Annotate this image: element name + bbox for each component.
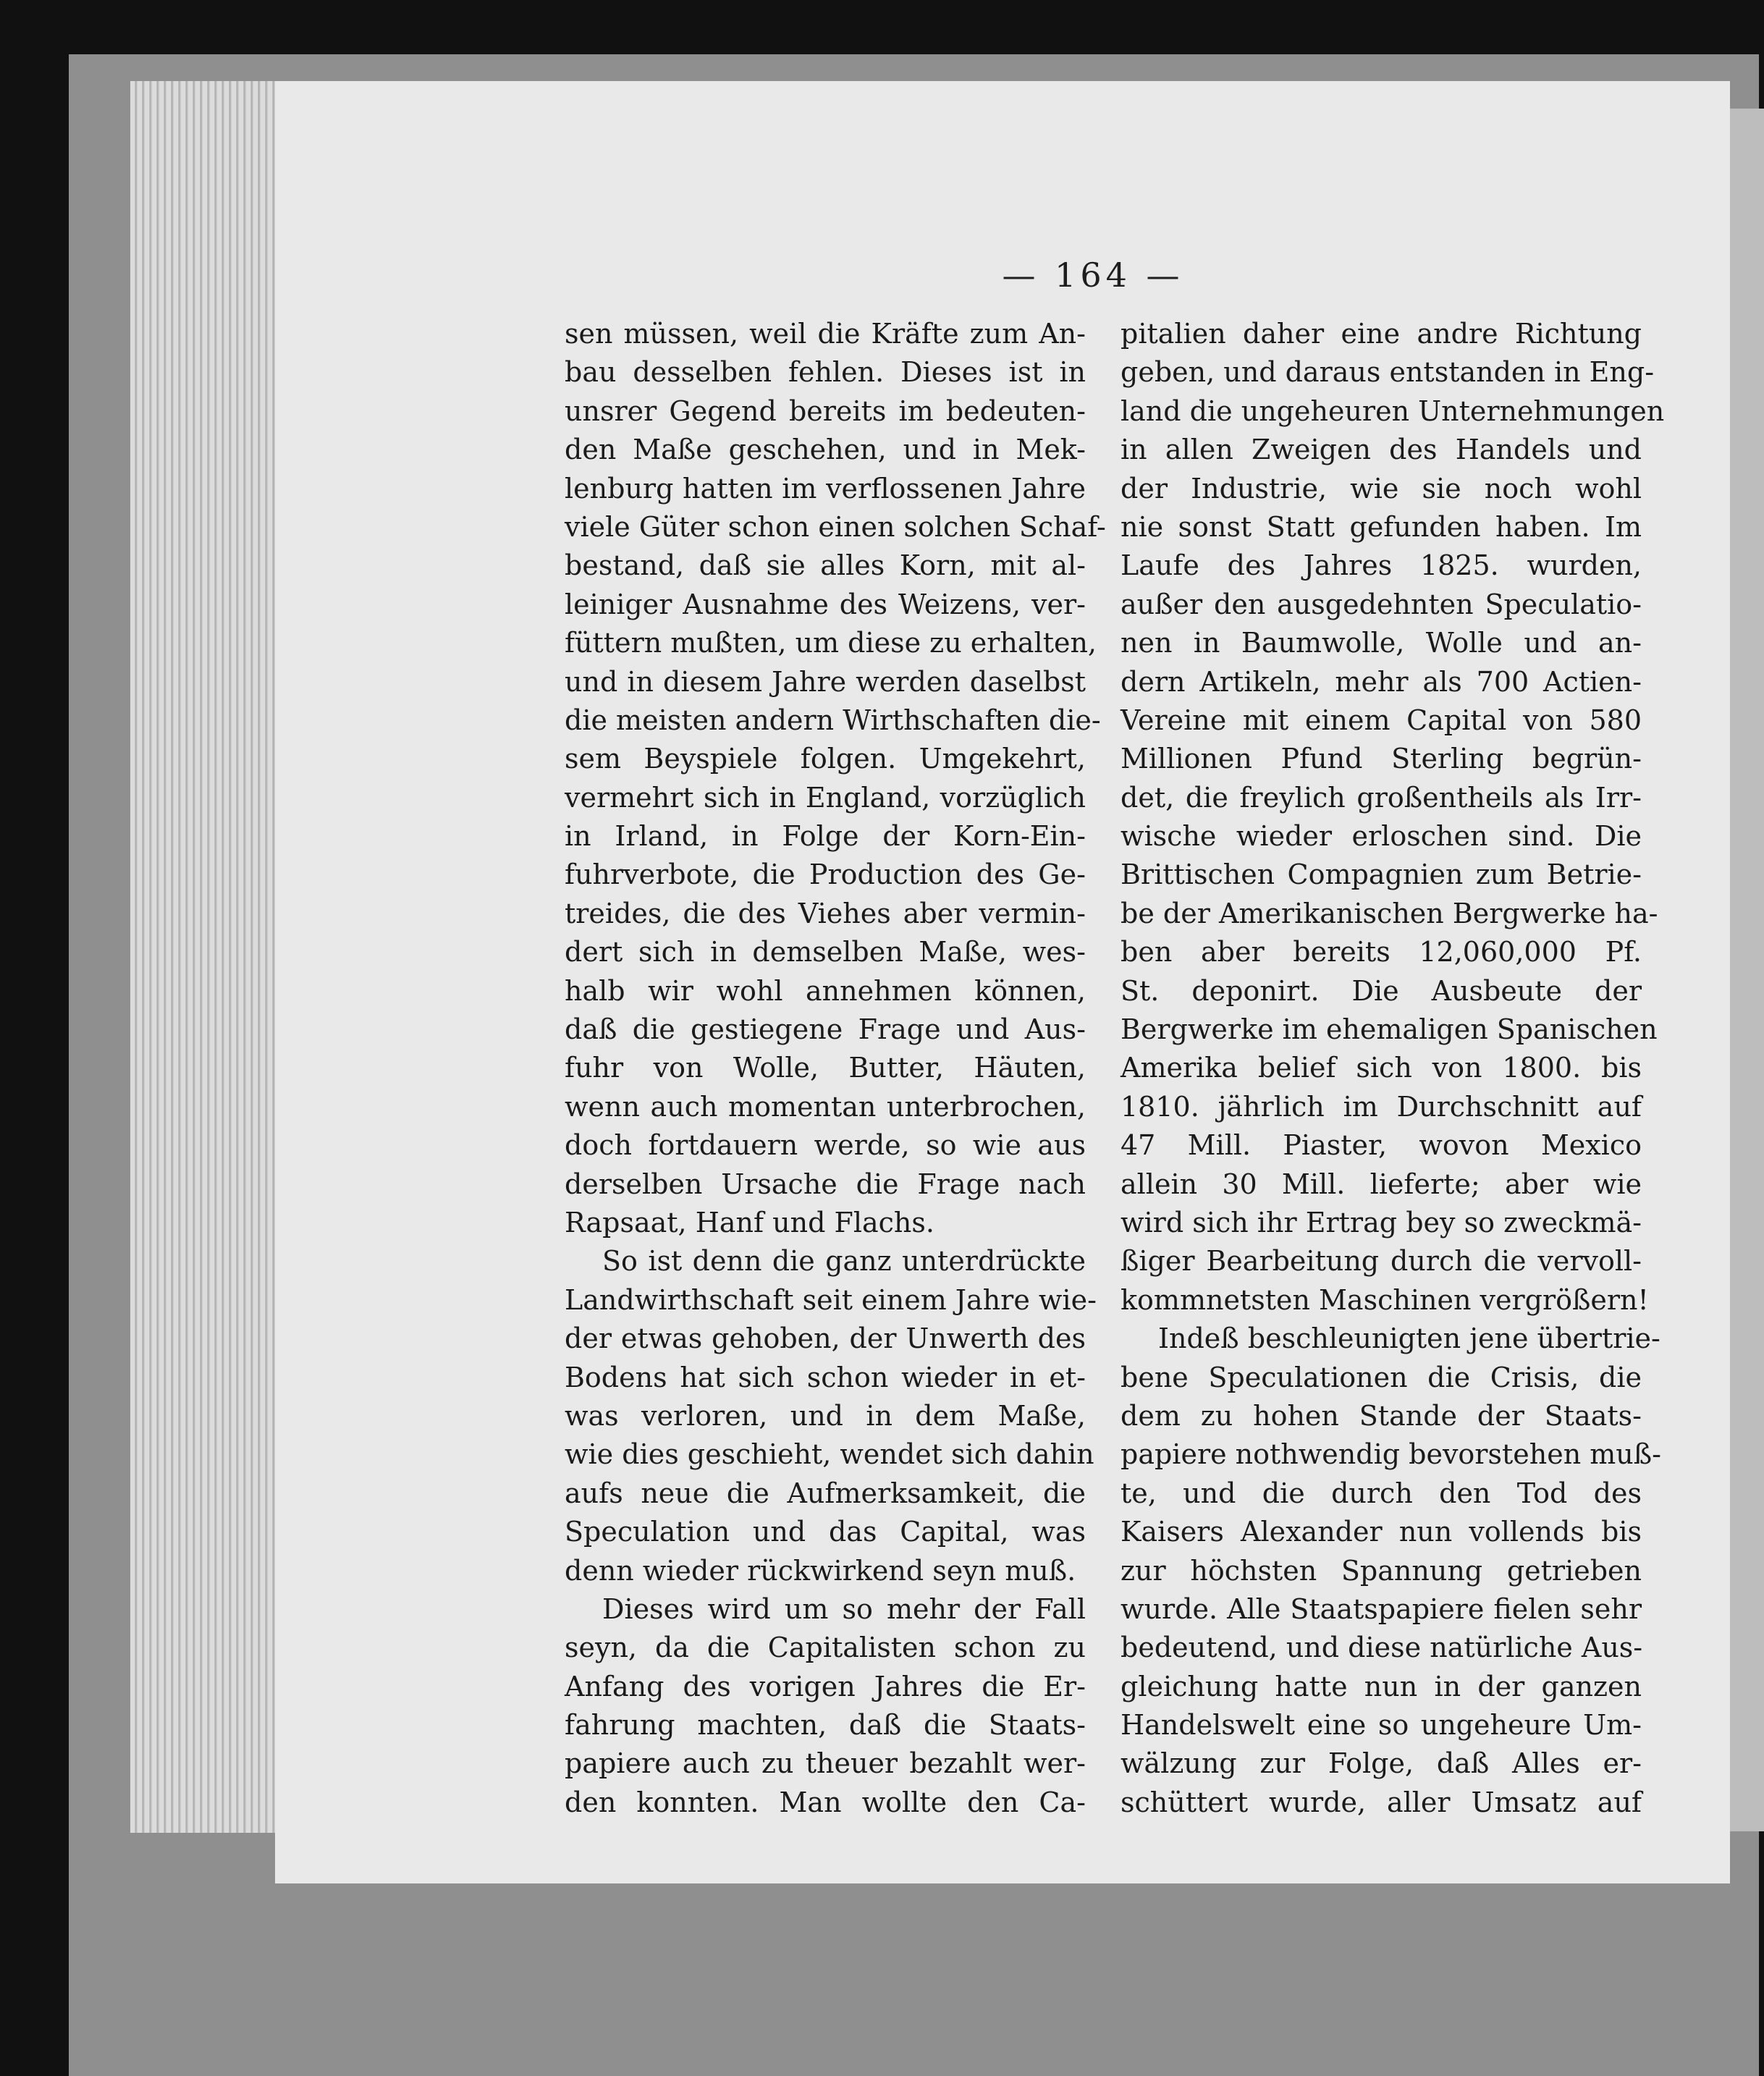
text-line: fuhrverbote, die Production des Ge- xyxy=(565,858,1086,891)
text-line: derselben Ursache die Frage nach xyxy=(565,1168,1086,1200)
text-line: wenn auch momentan unterbrochen, xyxy=(565,1090,1086,1123)
text-line: dem zu hohen Stande der Staats- xyxy=(1121,1399,1642,1432)
text-line: bau desselben fehlen. Dieses ist in xyxy=(565,356,1086,389)
page-number: — 164 — xyxy=(1002,256,1184,295)
text-line: kommnetsten Maschinen vergrößern! xyxy=(1121,1283,1649,1316)
text-line: dern Artikeln, mehr als 700 Actien- xyxy=(1121,665,1642,698)
text-line: bestand, daß sie alles Korn, mit al- xyxy=(565,549,1086,582)
text-line: Rapsaat, Hanf und Flachs. xyxy=(565,1206,934,1239)
text-line: sen müssen, weil die Kräfte zum An- xyxy=(565,318,1086,350)
text-line: sem Beyspiele folgen. Umgekehrt, xyxy=(565,743,1086,775)
text-line: So ist denn die ganz unterdrückte xyxy=(602,1245,1086,1278)
text-line: seyn, da die Capitalisten schon zu xyxy=(565,1632,1086,1664)
text-line: unsrer Gegend bereits im bedeuten- xyxy=(565,394,1086,427)
left-text-column xyxy=(565,315,1106,1822)
text-line: schüttert wurde, aller Umsatz auf xyxy=(1121,1786,1642,1818)
text-line: wälzung zur Folge, daß Alles er- xyxy=(1121,1747,1642,1780)
text-line: der etwas gehoben, der Unwerth des xyxy=(565,1322,1086,1355)
text-line: Bodens hat sich schon wieder in et- xyxy=(565,1361,1086,1393)
text-line: denn wieder rückwirkend seyn muß. xyxy=(565,1554,1076,1587)
text-line: außer den ausgedehnten Speculatio- xyxy=(1121,588,1642,620)
text-line: Indeß beschleunigten jene übertrie- xyxy=(1158,1322,1660,1355)
text-line: bene Speculationen die Crisis, die xyxy=(1121,1361,1642,1393)
text-line: fahrung machten, daß die Staats- xyxy=(565,1709,1086,1742)
text-line: in allen Zweigen des Handels und xyxy=(1121,434,1642,466)
text-line: der Industrie, wie sie noch wohl xyxy=(1121,472,1642,505)
text-line: be der Amerikanischen Bergwerke ha- xyxy=(1121,897,1658,929)
text-line: Bergwerke im ehemaligen Spanischen xyxy=(1121,1013,1658,1046)
text-line: den konnten. Man wollte den Ca- xyxy=(565,1786,1086,1818)
text-line: Kaisers Alexander nun vollends bis xyxy=(1121,1516,1642,1548)
text-line: det, die freylich großentheils als Irr- xyxy=(1121,781,1642,814)
text-line: aufs neue die Aufmerksamkeit, die xyxy=(565,1477,1086,1509)
text-line: papiere nothwendig bevorstehen muß- xyxy=(1121,1438,1661,1471)
text-line: lenburg hatten im verflossenen Jahre xyxy=(565,472,1086,505)
text-line: wurde. Alle Staatspapiere fielen sehr xyxy=(1121,1592,1642,1625)
text-line: halb wir wohl annehmen können, xyxy=(565,974,1086,1007)
text-line: fuhr von Wolle, Butter, Häuten, xyxy=(565,1052,1086,1084)
text-line: füttern mußten, um diese zu erhalten, xyxy=(565,627,1097,659)
text-line: wie dies geschieht, wendet sich dahin xyxy=(565,1438,1094,1471)
text-line: land die ungeheuren Unternehmungen xyxy=(1121,394,1665,427)
text-line: vermehrt sich in England, vorzüglich xyxy=(565,781,1086,814)
text-line: den Maße geschehen, und in Mek- xyxy=(565,434,1086,466)
text-line: dert sich in demselben Maße, wes- xyxy=(565,936,1086,969)
text-line: 47 Mill. Piaster, wovon Mexico xyxy=(1121,1129,1642,1162)
text-line: geben, und daraus entstanden in Eng- xyxy=(1121,356,1655,389)
text-line: was verloren, und in dem Maße, xyxy=(565,1399,1086,1432)
text-line: Millionen Pfund Sterling begrün- xyxy=(1121,743,1642,775)
text-line: Amerika belief sich von 1800. bis xyxy=(1121,1052,1642,1084)
text-line: bedeutend, und diese natürliche Aus- xyxy=(1121,1632,1643,1664)
text-line: Handelswelt eine so ungeheure Um- xyxy=(1121,1709,1642,1742)
text-line: die meisten andern Wirthschaften die- xyxy=(565,704,1101,736)
page-edges xyxy=(130,81,282,1833)
text-line: Landwirthschaft seit einem Jahre wie- xyxy=(565,1283,1097,1316)
text-line: St. deponirt. Die Ausbeute der xyxy=(1121,974,1642,1007)
text-line: Vereine mit einem Capital von 580 xyxy=(1121,704,1642,736)
text-line: papiere auch zu theuer bezahlt wer- xyxy=(565,1747,1086,1780)
text-line: und in diesem Jahre werden daselbst xyxy=(565,665,1086,698)
text-line: allein 30 Mill. lieferte; aber wie xyxy=(1121,1168,1642,1200)
text-line: wird sich ihr Ertrag bey so zweckmä- xyxy=(1121,1206,1642,1239)
text-line: viele Güter schon einen solchen Schaf- xyxy=(565,510,1106,543)
text-line: ßiger Bearbeitung durch die vervoll- xyxy=(1121,1245,1642,1278)
text-line: Dieses wird um so mehr der Fall xyxy=(602,1592,1086,1625)
text-line: ben aber bereits 12,060,000 Pf. xyxy=(1121,936,1642,969)
text-line: nen in Baumwolle, Wolle und an- xyxy=(1121,627,1642,659)
text-line: doch fortdauern werde, so wie aus xyxy=(565,1129,1086,1162)
text-line: pitalien daher eine andre Richtung xyxy=(1121,318,1642,350)
text-line: te, und die durch den Tod des xyxy=(1121,1477,1642,1509)
text-line: Anfang des vorigen Jahres die Er- xyxy=(565,1670,1086,1702)
text-line: Laufe des Jahres 1825. wurden, xyxy=(1121,549,1642,582)
page-shadow xyxy=(1730,109,1764,1831)
text-line: leiniger Ausnahme des Weizens, ver- xyxy=(565,588,1086,620)
text-line: nie sonst Statt gefunden haben. Im xyxy=(1121,510,1642,543)
text-line: gleichung hatte nun in der ganzen xyxy=(1121,1670,1642,1702)
text-line: Speculation und das Capital, was xyxy=(565,1516,1086,1548)
text-line: wische wieder erloschen sind. Die xyxy=(1121,820,1642,853)
text-line: treides, die des Viehes aber vermin- xyxy=(565,897,1086,929)
text-line: in Irland, in Folge der Korn-Ein- xyxy=(565,820,1086,853)
right-text-column xyxy=(1121,315,1665,1822)
text-line: daß die gestiegene Frage und Aus- xyxy=(565,1013,1086,1046)
text-line: Brittischen Compagnien zum Betrie- xyxy=(1121,858,1642,891)
text-line: zur höchsten Spannung getrieben xyxy=(1121,1554,1642,1587)
text-line: 1810. jährlich im Durchschnitt auf xyxy=(1121,1090,1642,1123)
